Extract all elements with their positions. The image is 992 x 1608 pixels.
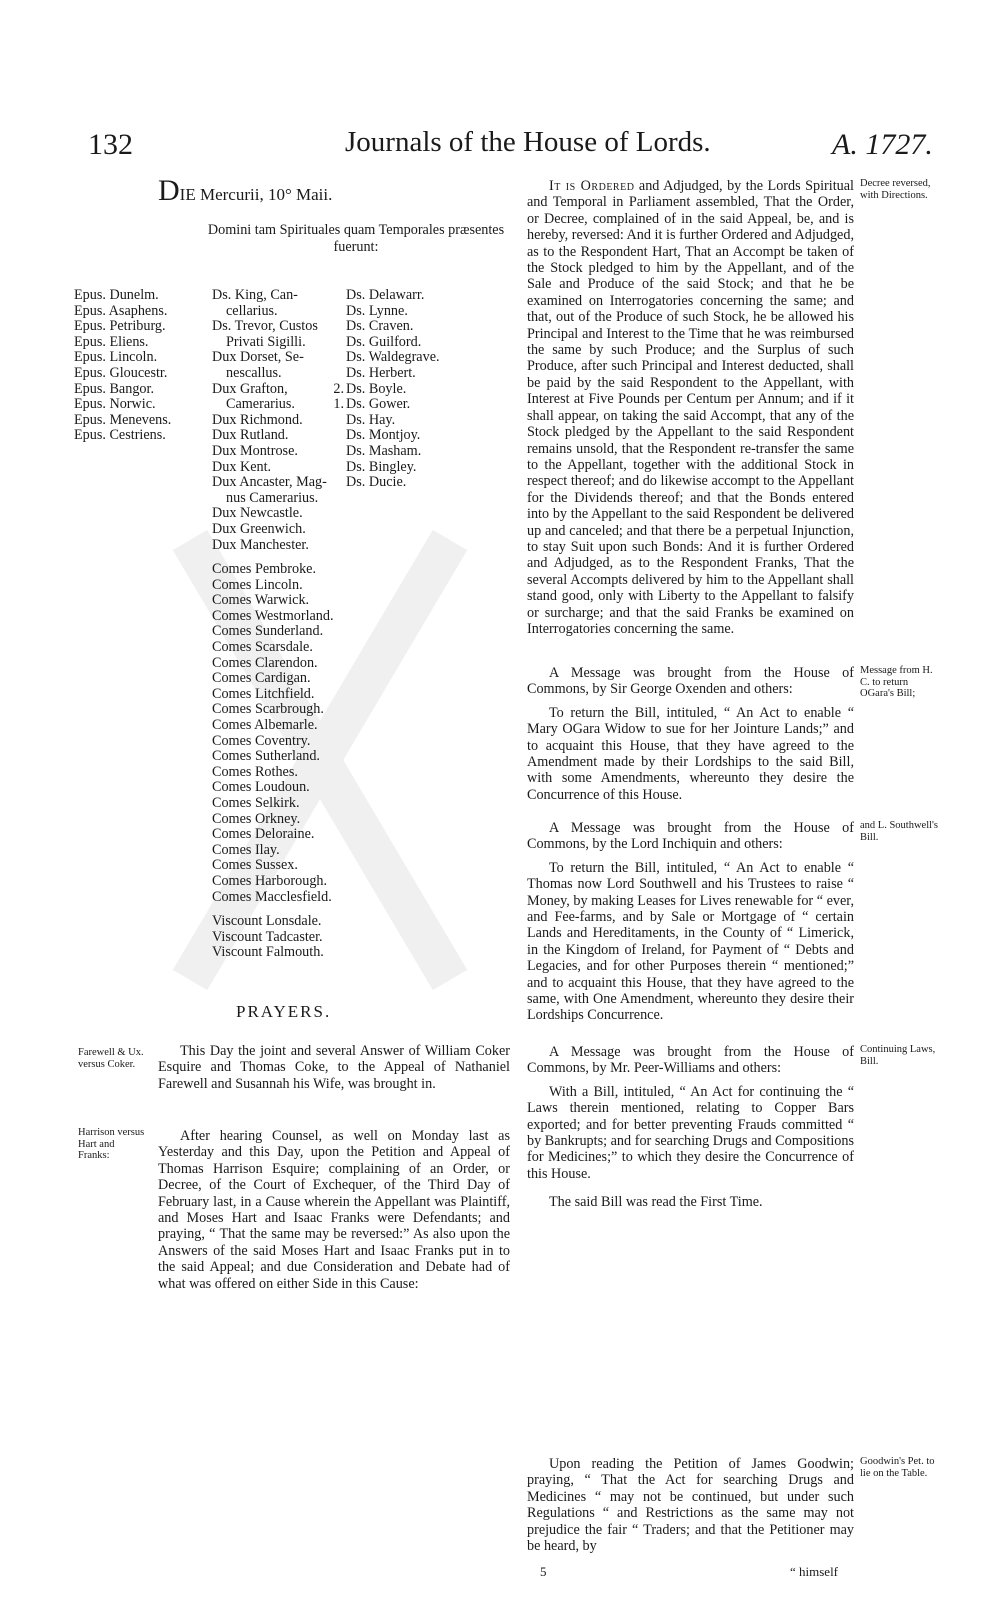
baron-name: [346, 288, 440, 304]
date-initial: D: [158, 174, 180, 207]
bishops-list: [74, 288, 171, 444]
entry-southwell: A Message was brought from the House of Commons, by the Lord Inchiquin and others: To return the Bill, intituled, “ An Act to enable “ Thomas now Lord Southwell and his Trustees to raise “ Money, by making Leases for Lives renewable for “ ever, and Fee-farms, and by Sale or Mortgage of “ certain Lands and Hereditaments, in the County of “ Limerick, in the Kingdom of Ireland, for Payment of “ Debts and Legacies, and for other Purposes therein “ mentioned;” and to acquaint this House, that they have agreed to the same, with One Amendment, whereunto they desire their Lordships Concurrence.: [527, 820, 854, 1024]
baron-name: [333, 396, 440, 413]
baron-name: [346, 444, 440, 460]
margin-note-goodwin: Goodwin's Pet. to lie on the Table.: [860, 1456, 935, 1479]
earl-name: Comes Scarbrough.: [212, 701, 324, 718]
officers-dukes-earls-list: [212, 288, 334, 961]
earl-name: Comes Macclesfield.: [212, 888, 332, 905]
duke-name: Dux Greenwich.: [212, 520, 306, 537]
entry-goodwin: Upon reading the Petition of James Goodwin; praying, “ That the Act for searching Drugs and Medicines “ may not be continued, but under such Regulations “ and Restrictions as the same may not prejudice the fair “ Traders; and that the Petitioner may be heard, by: [527, 1456, 854, 1555]
bishop-name: Epus. Norwic.: [74, 396, 156, 413]
earl-name: Comes Clarendon.: [212, 654, 318, 671]
margin-note-harrison: Harrison versus Hart and Franks:: [78, 1127, 145, 1161]
baron-name: [346, 304, 440, 320]
duke-name: Dux Kent.: [212, 458, 272, 475]
baron-label: Ds. Herbert.: [346, 364, 416, 381]
sitting-date: [158, 174, 333, 207]
date-rest: IE Mercurii, 10° Maii.: [179, 185, 333, 204]
earl-name: Comes Sunderland.: [212, 623, 324, 640]
bishop-name: Epus. Menevens.: [74, 411, 172, 428]
baron-label: Ds. Waldegrave.: [346, 349, 440, 366]
bishop-name: Epus. Cestriens.: [74, 427, 166, 444]
baron-label: Ds. Ducie.: [346, 474, 407, 491]
entry-continuing: A Message was brought from the House of Commons, by Mr. Peer-Williams and others: With a Bill, intituled, “ An Act for continuing the “ Laws therein mentioned, relating to Copper Bars exported; and for better preventing Frauds committed “ by Bankrupts; and for searching Drugs and Compositions for Medicines;” to which they desire the Concurrence of this House. The said Bill was read the First Time.: [527, 1044, 854, 1211]
baron-order-mark: 2.: [333, 380, 344, 397]
officer-entry: Ds. King, Can- cellarius.: [212, 287, 298, 319]
earl-name: Comes Westmorland.: [212, 607, 334, 624]
earl-name: Comes Orkney.: [212, 810, 301, 827]
margin-note-southwell: and L. Southwell's Bill.: [860, 820, 939, 843]
earl-name: Comes Coventry.: [212, 732, 311, 749]
baron-name: [333, 380, 440, 398]
bishop-name: Epus. Petriburg.: [74, 318, 166, 335]
earl-name: Comes Harborough.: [212, 872, 328, 889]
duke-name: Dux Richmond.: [212, 411, 303, 428]
viscount-name: Viscount Lonsdale.: [212, 913, 322, 930]
viscount-name: Viscount Falmouth.: [212, 944, 324, 961]
baron-name: [346, 413, 440, 429]
page-title: Journals of the House of Lords.: [345, 126, 711, 158]
viscount-name: Viscount Tadcaster.: [212, 928, 323, 945]
duke-name: Dux Montrose.: [212, 442, 298, 459]
ancaster-entry: Dux Ancaster, Mag- nus Camerarius.: [212, 474, 327, 506]
baron-label: Ds. Bingley.: [346, 458, 417, 475]
earl-name: Comes Lincoln.: [212, 576, 303, 593]
earl-name: Comes Rothes.: [212, 763, 298, 780]
baron-label: Ds. Craven.: [346, 318, 414, 335]
baron-order-mark: 1.: [333, 396, 344, 413]
earl-name: Comes Deloraine.: [212, 826, 315, 843]
baron-label: Ds. Boyle.: [346, 380, 407, 397]
earl-name: Comes Albemarle.: [212, 717, 318, 734]
baron-name: [346, 428, 440, 444]
duke-name: Dux Manchester.: [212, 536, 309, 553]
earl-name: Comes Litchfield.: [212, 685, 315, 702]
bishop-name: Epus. Dunelm.: [74, 287, 159, 303]
officer-entry: Dux Grafton, Camerarius.: [212, 380, 295, 413]
prayers-heading: PRAYERS.: [236, 1002, 332, 1021]
duke-name: Dux Newcastle.: [212, 505, 303, 522]
baron-label: Ds. Delawarr.: [346, 287, 425, 303]
baron-label: Ds. Gower.: [346, 396, 411, 413]
bishop-name: Epus. Asaphens.: [74, 302, 168, 319]
baron-name: [346, 366, 440, 382]
baron-label: Ds. Guilford.: [346, 333, 422, 350]
page-year: A. 1727.: [832, 128, 933, 161]
signature-mark: 5: [540, 1564, 547, 1579]
earl-name: Comes Ilay.: [212, 841, 280, 858]
baron-label: Ds. Montjoy.: [346, 427, 421, 444]
earl-name: Comes Warwick.: [212, 592, 310, 609]
baron-label: Ds. Masham.: [346, 442, 422, 459]
margin-note-decree: Decree reversed, with Directions.: [860, 178, 931, 201]
officer-entry: Dux Dorset, Se- nescallus.: [212, 349, 304, 381]
earl-name: Comes Sutherland.: [212, 748, 320, 765]
baron-name: [346, 460, 440, 476]
entry-decree: It is Ordered and Adjudged, by the Lords Spiritual and Temporal in Parliament assembled, That the Order, or Decree, complained of in the said Appeal, be, and is hereby, reversed: And it is further Ordered and Adjudged, as to the Respondent Hart, That an Accompt be taken of the Stock pledged to him by the Appellant, and of the Sale and Produce of the said Stock; and that he be examined on Interrogatories concerning the same; and that, out of the Produce of such Stock, he be allowed his Principal and Interest to the Time that he was reimbursed the same by such Produce; and the Surplus of such Produce, after such Principal and Interest deducted, shall be paid by the said Respondent to the Appellant, with Interest at Five Pounds per Centum per Annum; and if it shall appear, on taking the said Accompt, that any of the Stock pledged by the Appellant to the said Respondent remains unsold, that the Respondent re-transfer the same to the Appellant, together with the additional Stock in respect thereof; and do likewise accompt to the Appellant for the Dividends thereof; and that the Bonds entered into by the Appellant to the said Respondent be delivered up and canceled; and that there be a perpetual Injunction, to stay Suit upon such Bonds: And it is further Ordered and Adjudged, as to the Respondent Franks, That the several Accompts delivered by him to the Appellant shall stand good, only with Liberty to the Appellant to falsify or surcharge; and that the said Franks be examined on Interrogatories concerning the same.: [527, 178, 854, 637]
earl-name: Comes Scarsdale.: [212, 639, 313, 656]
baron-name: [346, 319, 440, 335]
bishop-name: Epus. Gloucestr.: [74, 364, 168, 381]
baron-name: [346, 475, 440, 491]
earl-name: Comes Sussex.: [212, 857, 298, 874]
earl-name: Comes Loudoun.: [212, 779, 310, 796]
bishop-name: Epus. Bangor.: [74, 380, 154, 397]
present-line: Domini tam Spirituales quam Temporales præsentes fuerunt:: [207, 222, 505, 255]
duke-name: Dux Rutland.: [212, 427, 289, 444]
entry-harrison: After hearing Counsel, as well on Monday last as Yesterday and this Day, upon the Petition and Appeal of Thomas Harrison Esquire; complaining of an Order, or Decree, of the Court of Exchequer, of the Third Day of February last, in a Cause wherein the Appellant was Plaintiff, and Moses Hart and Isaac Franks were Defendants; and praying, “ That the same may be reversed:” As also upon the Answers of the said Moses Hart and Isaac Franks put in to the said Appeal; and due Consideration and Debate had of what was offered on either Side in this Cause:: [158, 1128, 510, 1292]
margin-note-continuing: Continuing Laws, Bill.: [860, 1044, 936, 1067]
margin-note-ogara: Message from H. C. to return OGara's Bill;: [860, 665, 933, 699]
officer-entry: Ds. Trevor, Custos Privati Sigilli.: [212, 318, 318, 350]
bishop-name: Epus. Lincoln.: [74, 349, 158, 366]
entry-ogara: A Message was brought from the House of Commons, by Sir George Oxenden and others: To return the Bill, intituled, “ An Act to enable “ Mary OGara Widow to sue for her Jointure Lands;” and to acquaint this House, that they have agreed to the Amendment made by their Lordships to the said Bill, with some Amendments, whereunto they desire the Concurrence of this House.: [527, 665, 854, 803]
page-number: 132: [88, 128, 133, 161]
baron-name: [346, 335, 440, 351]
earl-name: Comes Pembroke.: [212, 561, 317, 578]
entry-farewell: This Day the joint and several Answer of William Coker Esquire and Thomas Coke, to the Appeal of Nathaniel Farewell and Susannah his Wife, was brought in.: [158, 1043, 510, 1092]
earl-name: Comes Selkirk.: [212, 795, 300, 811]
baron-label: Ds. Hay.: [346, 411, 396, 428]
earl-name: Comes Cardigan.: [212, 670, 311, 687]
barons-list: [333, 287, 440, 491]
bishop-name: Epus. Eliens.: [74, 333, 149, 350]
baron-label: Ds. Lynne.: [346, 302, 408, 319]
margin-note-farewell: Farewell & Ux. versus Coker.: [78, 1047, 144, 1070]
catchword: “ himself: [790, 1564, 839, 1579]
baron-name: [346, 350, 440, 366]
